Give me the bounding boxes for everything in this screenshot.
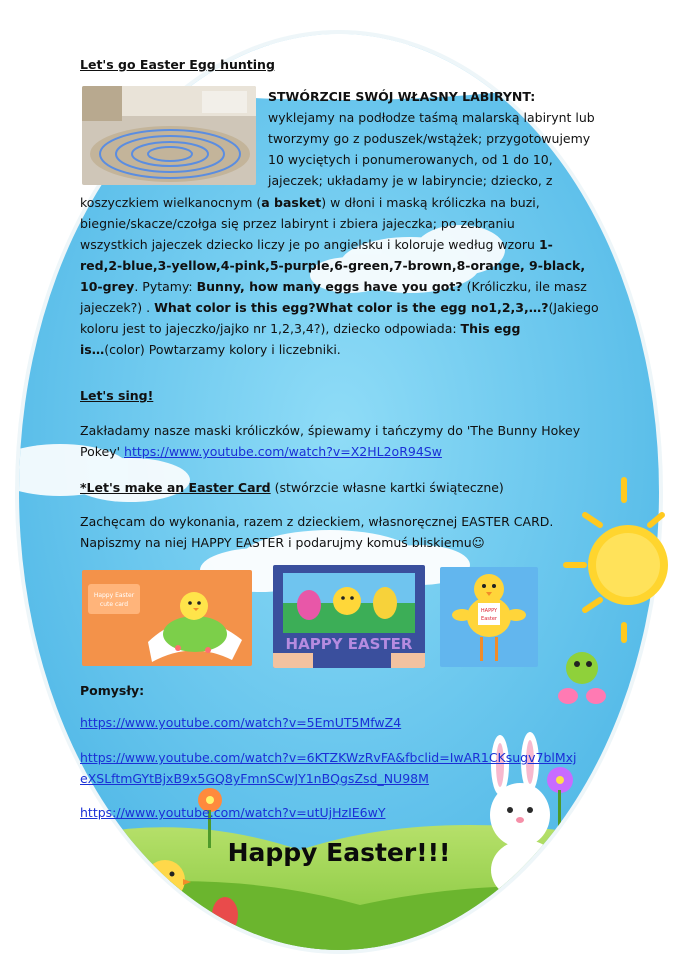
maze-text-line: wyklejamy na podłodze taśmą malarską labirynt lub: [268, 110, 595, 125]
card-text-line: Napiszmy na niej HAPPY EASTER i podarujmy komuś bliskiemu☺: [80, 535, 485, 550]
card-text-line: Zachęcam do wykonania, razem z dzieckiem, własnoręcznej EASTER CARD.: [80, 514, 554, 529]
maze-text-line: koloru jest to jajeczko/jajko nr 1,2,3,4?), dziecko odpowiada: This egg: [80, 321, 521, 336]
idea-link-2-continued[interactable]: eXSLftmGYtBjxB9x5GQ8yFmnSCwJY1nBQgsZsd_NU98M: [80, 771, 429, 786]
sing-text-line: Zakładamy nasze maski króliczków, śpiewamy i tańczymy do 'The Bunny Hokey: [80, 423, 581, 438]
maze-text-line: 10-grey. Pytamy: Bunny, how many eggs have you got? (Króliczku, ile masz: [80, 279, 587, 294]
sing-text-line: Pokey' https://www.youtube.com/watch?v=X2HL2oR94Sw: [80, 444, 442, 459]
maze-color-list: red,2-blue,3-yellow,4-pink,5-purple,6-green,7-brown,8-orange, 9-black,: [80, 258, 586, 273]
flower-icon: [609, 799, 631, 821]
happy-easter-banner: Happy Easter!!!: [227, 838, 451, 867]
happy-easter-card-photo: [273, 565, 425, 668]
chick-card-photo: [82, 570, 252, 666]
maze-text-line: is…(color) Powtarzamy kolory i liczebniki.: [80, 342, 341, 357]
easter-egg-icon: [545, 880, 575, 920]
card1-label-line2: cute card: [99, 601, 129, 608]
easter-egg-icon: [119, 884, 151, 926]
maze-text-line: 10 wyciętych i ponumerowanych, od 1 do 10,: [268, 152, 553, 167]
idea-link-line: [80, 768, 429, 789]
idea-link-3[interactable]: https://www.youtube.com/watch?v=utUjHzIE6wY: [80, 805, 386, 820]
bunny-hokey-pokey-link[interactable]: https://www.youtube.com/watch?v=X2HL2oR94Sw: [124, 444, 442, 459]
card2-label: HAPPY EASTER: [285, 635, 413, 653]
maze-text-line: jajeczek; układamy je w labiryncie; dziecko, z: [268, 173, 553, 188]
idea-link-line: [80, 802, 386, 823]
idea-link-line: [80, 747, 577, 768]
card3-label-line2: Easter: [481, 616, 497, 622]
heading-easter-card: *Let's make an Easter Card: [80, 480, 271, 495]
easter-card-heading-line: *Let's make an Easter Card (stwórzcie własne kartki świąteczne): [80, 480, 504, 495]
maze-text-line: tworzymy go z poduszek/wstążek; przygotowujemy: [268, 131, 591, 146]
ideas-label: Pomysły:: [80, 683, 145, 698]
card1-label-line1: Happy Easter: [93, 592, 135, 599]
heading-easter-egg-hunting: Let's go Easter Egg hunting: [80, 57, 275, 72]
card3-label-line1: HAPPY: [480, 608, 498, 614]
chick-craft-card-photo: [440, 567, 538, 667]
maze-text-line: biegnie/skacze/czołga się przez labirynt i zbiera jajeczka; po zebraniu: [80, 216, 515, 231]
heading-lets-sing: Let's sing!: [80, 388, 154, 403]
maze-text-line: koszyczkiem wielkanocnym (a basket) w dłoni i maską króliczka na buzi,: [80, 195, 540, 210]
idea-link-line: [80, 712, 401, 733]
maze-text-line: jajeczek?) . What color is this egg?What color is the egg no1,2,3,…?(Jakiego: [80, 300, 599, 315]
idea-link-2[interactable]: https://www.youtube.com/watch?v=6KTZKWzRvFA&fbclid=IwAR1CKsugv7blMxj: [80, 750, 577, 765]
maze-text-line: wszystkich jajeczek dziecko liczy je po angielsku i koloruje według wzoru 1-: [80, 237, 553, 252]
idea-link-1[interactable]: https://www.youtube.com/watch?v=5EmUT5MfwZ4: [80, 715, 402, 730]
maze-title: STWÓRZCIE SWÓJ WŁASNY LABIRYNT:: [268, 89, 536, 104]
maze-floor-photo: [82, 86, 256, 185]
